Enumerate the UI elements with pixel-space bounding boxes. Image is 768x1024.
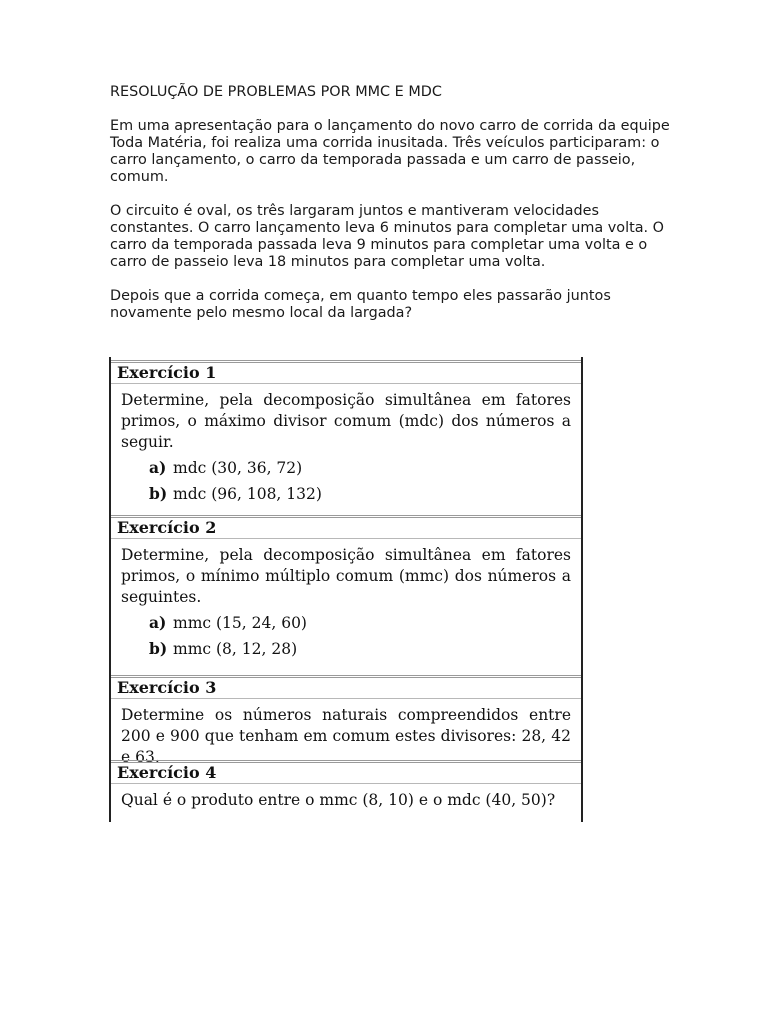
paragraph-question: Depois que a corrida começa, em quanto tempo eles passarão juntos novamente pelo mesmo local da largada?: [110, 288, 611, 321]
item-text: mmc (8, 12, 28): [173, 640, 298, 658]
paragraph-intro: Em uma apresentação para o lançamento do novo carro de corrida da equipe Toda Matéria, foi realiza uma corrida inusitada. Três veículos participaram: o carro lançamento, o carro da temporada passada e um carro de passeio, comum.: [110, 118, 670, 185]
paragraph-circuit: O circuito é oval, os três largaram juntos e mantiveram velocidades constantes. O carro lançamento leva 6 minutos para completar uma volta. O carro da temporada passada leva 9 minutos para completar uma volta e o carro de passeio leva 18 minutos para completar uma volta.: [110, 203, 665, 270]
exercise-3-title: Exercício 3: [111, 675, 581, 699]
exercise-2-items: [111, 608, 581, 662]
exercises-image: [109, 357, 583, 822]
item-text: mdc (30, 36, 72): [173, 459, 303, 477]
item-label: b): [149, 639, 168, 658]
item-text: mdc (96, 108, 132): [173, 485, 322, 503]
exercise-1-items: [111, 453, 581, 507]
exercise-2-text: Determine, pela decomposição simultânea em fatores primos, o mínimo múltiplo comum (mmc) dos números a seguintes.: [121, 546, 571, 606]
item-label: a): [149, 458, 167, 477]
document-title: RESOLUÇÃO DE PROBLEMAS POR MMC E MDC: [110, 84, 442, 100]
exercise-3-text: Determine os números naturais compreendidos entre 200 e 900 que tenham em comum estes divisores: 28, 42 e 63.: [121, 706, 571, 766]
document-body: [110, 84, 670, 339]
exercise-4: [111, 760, 581, 811]
item-label: b): [149, 484, 168, 503]
item-label: a): [149, 613, 167, 632]
exercise-1-title: Exercício 1: [111, 360, 581, 384]
item-text: mmc (15, 24, 60): [173, 614, 307, 632]
exercise-4-title: Exercício 4: [111, 760, 581, 784]
exercise-3: [111, 675, 581, 768]
exercise-4-text: Qual é o produto entre o mmc (8, 10) e o mdc (40, 50)?: [121, 791, 556, 809]
exercise-2: [111, 515, 581, 662]
exercise-2-item-b: [121, 636, 571, 662]
exercise-1-item-a: [121, 455, 571, 481]
exercise-1-text: Determine, pela decomposição simultânea em fatores primos, o máximo divisor comum (mdc) dos números a seguir.: [121, 391, 571, 451]
exercise-2-item-a: [121, 610, 571, 636]
exercise-1: [111, 357, 581, 507]
exercise-2-title: Exercício 2: [111, 515, 581, 539]
exercise-1-item-b: [121, 481, 571, 507]
